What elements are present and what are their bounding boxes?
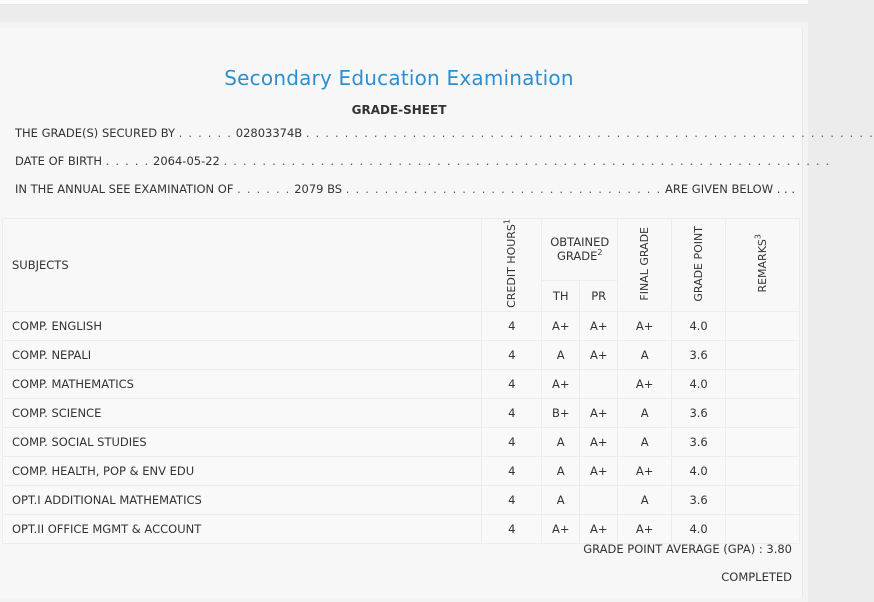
pr-grade-cell: A+: [580, 311, 618, 340]
remarks-header: REMARKS$^3$: [726, 219, 800, 312]
subject-cell: OPT.I ADDITIONAL MATHEMATICS: [3, 485, 482, 514]
grade-point-cell: 4.0: [672, 514, 726, 543]
th-grade-cell: A: [542, 485, 580, 514]
top-strip: [0, 0, 808, 5]
remarks-cell: [726, 311, 800, 340]
pr-grade-cell: A+: [580, 514, 618, 543]
table-row: [3, 311, 800, 340]
exam-of-line: IN THE ANNUAL SEE EXAMINATION OF . . . . . . 2079 BS . . . . . . . . . . . . . . . . . . . . . . . . . . . . . . . . . ARE GIVEN BELOW . . .: [15, 182, 796, 196]
th-header: TH: [542, 280, 580, 311]
pr-grade-cell: A+: [580, 456, 618, 485]
subject-cell: COMP. NEPALI: [3, 340, 482, 369]
subjects-header: SUBJECTS: [3, 219, 482, 312]
gpa-summary: GRADE POINT AVERAGE (GPA) : 3.80: [583, 542, 792, 556]
secured-by-label: THE GRADE(S) SECURED BY: [15, 126, 176, 140]
pr-grade-cell: A+: [580, 340, 618, 369]
th-grade-cell: A+: [542, 311, 580, 340]
grade-point-cell: 4.0: [672, 311, 726, 340]
table-row: [3, 427, 800, 456]
th-grade-cell: A+: [542, 369, 580, 398]
th-grade-cell: A: [542, 427, 580, 456]
th-grade-cell: A+: [542, 514, 580, 543]
table-row: [3, 340, 800, 369]
final-grade-cell: A+: [618, 514, 672, 543]
final-grade-cell: A: [618, 485, 672, 514]
credit-hours-cell: 4: [482, 427, 542, 456]
dob-value: 2064-05-22: [153, 154, 220, 168]
remarks-cell: [726, 398, 800, 427]
pr-header: PR: [580, 280, 618, 311]
remarks-cell: [726, 514, 800, 543]
subject-cell: COMP. HEALTH, POP & ENV EDU: [3, 456, 482, 485]
table-row: [3, 369, 800, 398]
final-grade-cell: A+: [618, 311, 672, 340]
secured-by-line: THE GRADE(S) SECURED BY . . . . . . 02803374B . . . . . . . . . . . . . . . . . . . . . . . . . . . . . . . . . . . . . . . . . . . . . . . . . . . . . . . . . . .: [15, 126, 874, 140]
table-row: [3, 456, 800, 485]
final-grade-cell: A+: [618, 369, 672, 398]
final-grade-cell: A: [618, 340, 672, 369]
grades-table: [2, 218, 800, 544]
credit-hours-cell: 4: [482, 398, 542, 427]
remarks-cell: [726, 456, 800, 485]
grade-sheet-heading: GRADE-SHEET: [351, 103, 447, 117]
credit-hours-cell: 4: [482, 311, 542, 340]
credit-hours-cell: 4: [482, 514, 542, 543]
remarks-cell: [726, 427, 800, 456]
grade-sheet-panel: [0, 28, 874, 598]
exam-of-label: IN THE ANNUAL SEE EXAMINATION OF: [15, 182, 234, 196]
final-grade-header: FINAL GRADE: [618, 219, 672, 312]
status-completed: COMPLETED: [721, 570, 792, 584]
grade-point-cell: 3.6: [672, 485, 726, 514]
credit-hours-cell: 4: [482, 340, 542, 369]
exam-year: 2079 BS: [294, 182, 343, 196]
credit-hours-cell: 4: [482, 369, 542, 398]
final-grade-cell: A: [618, 398, 672, 427]
grade-point-header: GRADE POINT: [672, 219, 726, 312]
th-grade-cell: B+: [542, 398, 580, 427]
subject-cell: COMP. SCIENCE: [3, 398, 482, 427]
exam-title: Secondary Education Examination: [224, 66, 574, 90]
pr-grade-cell: A+: [580, 427, 618, 456]
remarks-cell: [726, 369, 800, 398]
table-row: [3, 398, 800, 427]
table-row: [3, 514, 800, 543]
remarks-cell: [726, 485, 800, 514]
th-grade-cell: A: [542, 456, 580, 485]
subject-cell: OPT.II OFFICE MGMT & ACCOUNT: [3, 514, 482, 543]
final-grade-cell: A+: [618, 456, 672, 485]
final-grade-cell: A: [618, 427, 672, 456]
subject-cell: COMP. MATHEMATICS: [3, 369, 482, 398]
grade-point-cell: 3.6: [672, 340, 726, 369]
grade-point-cell: 4.0: [672, 369, 726, 398]
grade-point-cell: 4.0: [672, 456, 726, 485]
grade-sheet-card: [0, 22, 874, 602]
credit-hours-header: CREDIT HOURS$^1$: [482, 219, 542, 312]
table-row: [3, 485, 800, 514]
grade-point-cell: 3.6: [672, 427, 726, 456]
subject-cell: COMP. SOCIAL STUDIES: [3, 427, 482, 456]
credit-hours-cell: 4: [482, 485, 542, 514]
remarks-cell: [726, 340, 800, 369]
dob-label: DATE OF BIRTH: [15, 154, 103, 168]
grade-point-cell: 3.6: [672, 398, 726, 427]
exam-of-suffix: ARE GIVEN BELOW . . .: [665, 182, 796, 196]
obtained-grade-header: OBTAINED GRADE$^2$: [542, 219, 618, 281]
credit-hours-cell: 4: [482, 456, 542, 485]
dob-line: DATE OF BIRTH . . . . . 2064-05-22 . . . . . . . . . . . . . . . . . . . . . . . . . . . . . . . . . . . . . . . . . . . . . . . . . . . . . . . . . . . . . . .: [15, 154, 831, 168]
pr-grade-cell: A+: [580, 398, 618, 427]
pr-grade-cell: [580, 369, 618, 398]
th-grade-cell: A: [542, 340, 580, 369]
subject-cell: COMP. ENGLISH: [3, 311, 482, 340]
pr-grade-cell: [580, 485, 618, 514]
symbol-number: 02803374B: [235, 126, 303, 140]
